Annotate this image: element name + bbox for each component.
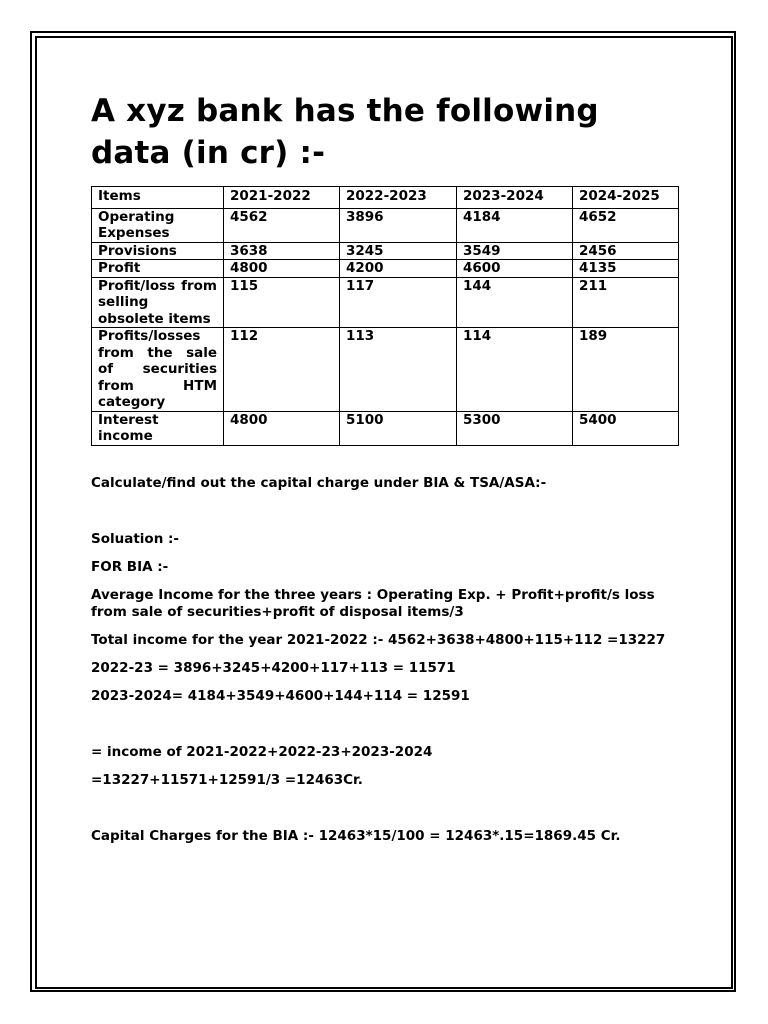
table-cell: 115 (224, 277, 340, 328)
table-cell: 4652 (573, 208, 679, 242)
document-title: A xyz bank has the following data (in cr) :- (91, 93, 599, 171)
table-row (92, 277, 679, 328)
table-cell: 4562 (224, 208, 340, 242)
table-row (92, 208, 679, 242)
table-cell: 114 (457, 328, 573, 412)
table-cell: 4800 (224, 260, 340, 278)
table-cell: 4184 (457, 208, 573, 242)
table-cell: 4200 (340, 260, 457, 278)
table-cell: 5300 (457, 411, 573, 445)
solution-heading: Soluation :- (91, 530, 180, 547)
income-sum-label: = income of 2021-2022+2022-23+2023-2024 (91, 743, 433, 760)
table-cell: 3245 (340, 242, 457, 260)
header-2024-2025: 2024-2025 (573, 187, 679, 209)
table-cell: 189 (573, 328, 679, 412)
table-cell: 4800 (224, 411, 340, 445)
table-cell: 3896 (340, 208, 457, 242)
table-row (92, 411, 679, 445)
bank-data-table (91, 186, 679, 446)
header-2022-2023: 2022-2023 (340, 187, 457, 209)
table-row (92, 260, 679, 278)
row-label-provisions: Provisions (92, 242, 224, 260)
table-row (92, 242, 679, 260)
for-bia-heading: FOR BIA :- (91, 558, 169, 575)
table-cell: 5100 (340, 411, 457, 445)
table-cell: 5400 (573, 411, 679, 445)
capital-charge-bia: Capital Charges for the BIA :- 12463*15/100 = 12463*.15=1869.45 Cr. (91, 827, 621, 844)
total-income-2022-23: 2022-23 = 3896+3245+4200+117+113 = 11571 (91, 659, 456, 676)
table-cell: 211 (573, 277, 679, 328)
table-header-row (92, 187, 679, 209)
table-cell: 4135 (573, 260, 679, 278)
table-cell: 117 (340, 277, 457, 328)
table-row (92, 328, 679, 412)
table-cell: 113 (340, 328, 457, 412)
table-cell: 2456 (573, 242, 679, 260)
question-text: Calculate/find out the capital charge under BIA & TSA/ASA:- (91, 474, 547, 491)
table-cell: 4600 (457, 260, 573, 278)
header-2023-2024: 2023-2024 (457, 187, 573, 209)
table-cell: 3549 (457, 242, 573, 260)
row-label-interest-income: Interest income (92, 411, 224, 445)
header-items: Items (92, 187, 224, 209)
table-cell: 3638 (224, 242, 340, 260)
row-label-htm-securities: Profits/losses from the sale of securities from HTM category (92, 328, 224, 412)
row-label-operating-expenses: Operating Expenses (92, 208, 224, 242)
table-cell: 144 (457, 277, 573, 328)
row-label-obsolete-items: Profit/loss from selling obsolete items (92, 277, 224, 328)
document-content (91, 90, 679, 845)
total-income-2023-2024: 2023-2024= 4184+3549+4600+144+114 = 12591 (91, 687, 470, 704)
header-2021-2022: 2021-2022 (224, 187, 340, 209)
total-income-2021-2022: Total income for the year 2021-2022 :- 4562+3638+4800+115+112 =13227 (91, 631, 666, 648)
income-average: =13227+11571+12591/3 =12463Cr. (91, 771, 363, 788)
table-cell: 112 (224, 328, 340, 412)
avg-income-formula: Average Income for the three years : Operating Exp. + Profit+profit/s loss from sale of securities+profit of disposal items/3 (91, 586, 655, 620)
row-label-profit: Profit (92, 260, 224, 278)
